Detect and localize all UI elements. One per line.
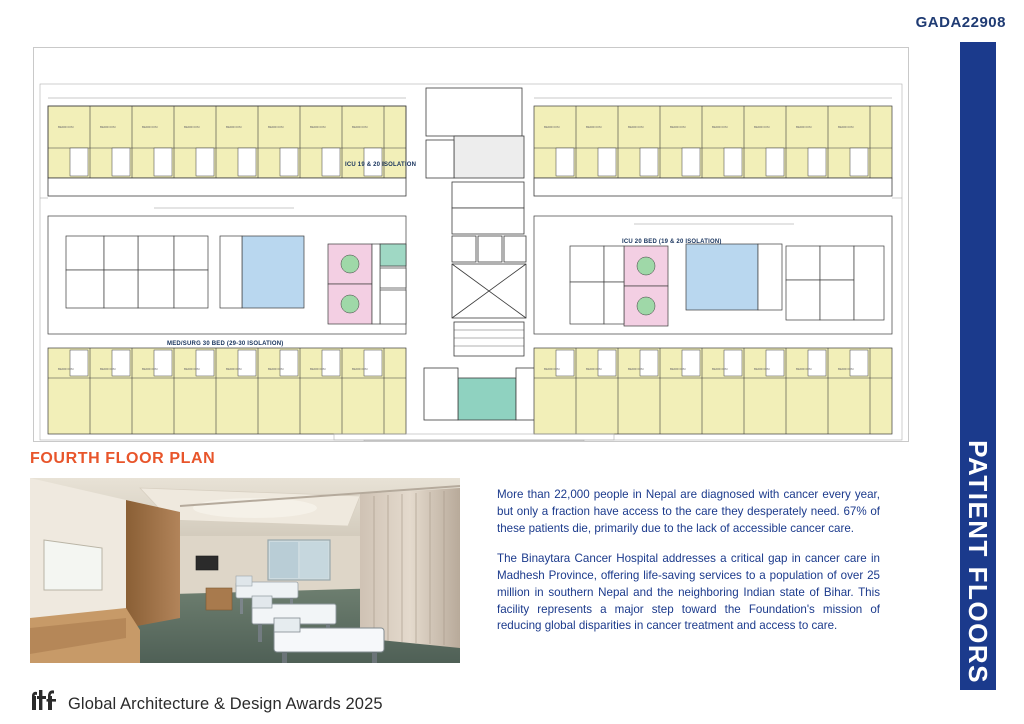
svg-text:BEDROOM: BEDROOM bbox=[670, 125, 686, 129]
svg-text:BEDROOM: BEDROOM bbox=[754, 125, 770, 129]
svg-text:BEDROOM: BEDROOM bbox=[544, 125, 560, 129]
svg-text:BEDROOM: BEDROOM bbox=[796, 367, 812, 371]
svg-text:BEDROOM: BEDROOM bbox=[712, 125, 728, 129]
side-banner bbox=[960, 42, 996, 690]
svg-text:BEDROOM: BEDROOM bbox=[796, 125, 812, 129]
svg-text:BEDROOM: BEDROOM bbox=[838, 367, 854, 371]
svg-text:BEDROOM: BEDROOM bbox=[544, 367, 560, 371]
floor-plan-svg bbox=[34, 48, 908, 441]
side-banner-label: PATIENT FLOORS bbox=[963, 440, 994, 684]
svg-text:BEDROOM: BEDROOM bbox=[310, 367, 326, 371]
floor-plan-drawing bbox=[33, 47, 909, 442]
rtf-logo-icon bbox=[30, 688, 60, 712]
svg-text:BEDROOM: BEDROOM bbox=[628, 367, 644, 371]
description-text bbox=[497, 487, 880, 648]
svg-text:BEDROOM: BEDROOM bbox=[58, 367, 74, 371]
plan-label-medsurg: MED/SURG 30 BED (29-30 ISOLATION) bbox=[167, 341, 284, 347]
svg-text:BEDROOM: BEDROOM bbox=[268, 125, 284, 129]
plan-label-icu-top: ICU 19 & 20 ISOLATION bbox=[345, 162, 417, 168]
svg-text:BEDROOM: BEDROOM bbox=[100, 367, 116, 371]
svg-text:BEDROOM: BEDROOM bbox=[58, 125, 74, 129]
footer-award-text: Global Architecture & Design Awards 2025 bbox=[68, 695, 383, 713]
svg-text:BEDROOM: BEDROOM bbox=[352, 367, 368, 371]
svg-text:BEDROOM: BEDROOM bbox=[712, 367, 728, 371]
svg-text:BEDROOM: BEDROOM bbox=[352, 125, 368, 129]
svg-text:BEDROOM: BEDROOM bbox=[184, 125, 200, 129]
svg-text:BEDROOM: BEDROOM bbox=[100, 125, 116, 129]
plan-label-icu-right: ICU 20 BED (19 & 20 ISOLATION) bbox=[622, 239, 722, 245]
svg-text:BEDROOM: BEDROOM bbox=[586, 125, 602, 129]
svg-text:BEDROOM: BEDROOM bbox=[268, 367, 284, 371]
svg-text:BEDROOM: BEDROOM bbox=[838, 125, 854, 129]
plan-title: FOURTH FLOOR PLAN bbox=[30, 450, 216, 467]
svg-text:BEDROOM: BEDROOM bbox=[586, 367, 602, 371]
paragraph-2: The Binaytara Cancer Hospital addresses a critical gap in cancer care in Madhesh Province, offering life-saving services to a population of over 25 million in southern Nepal and the neighboring Indian state of Bihar. This facility represents a major step toward the Foundation's mission of reducing global disparities in cancer treatment and access to care. bbox=[497, 551, 880, 633]
patient-room-interior-photo bbox=[30, 478, 460, 663]
svg-text:BEDROOM: BEDROOM bbox=[628, 125, 644, 129]
footer bbox=[30, 688, 383, 712]
project-code: GADA22908 bbox=[915, 14, 1006, 31]
svg-text:BEDROOM: BEDROOM bbox=[184, 367, 200, 371]
svg-text:BEDROOM: BEDROOM bbox=[142, 367, 158, 371]
svg-text:BEDROOM: BEDROOM bbox=[226, 367, 242, 371]
svg-text:BEDROOM: BEDROOM bbox=[670, 367, 686, 371]
svg-text:BEDROOM: BEDROOM bbox=[142, 125, 158, 129]
paragraph-1: More than 22,000 people in Nepal are diagnosed with cancer every year, but only a fraction have access to the care they desperately need. 67% of these patients die, primarily due to the lack of accessible cancer care. bbox=[497, 488, 880, 535]
patient-room-photo-svg bbox=[30, 478, 460, 663]
svg-text:BEDROOM: BEDROOM bbox=[310, 125, 326, 129]
svg-text:BEDROOM: BEDROOM bbox=[226, 125, 242, 129]
svg-text:BEDROOM: BEDROOM bbox=[754, 367, 770, 371]
